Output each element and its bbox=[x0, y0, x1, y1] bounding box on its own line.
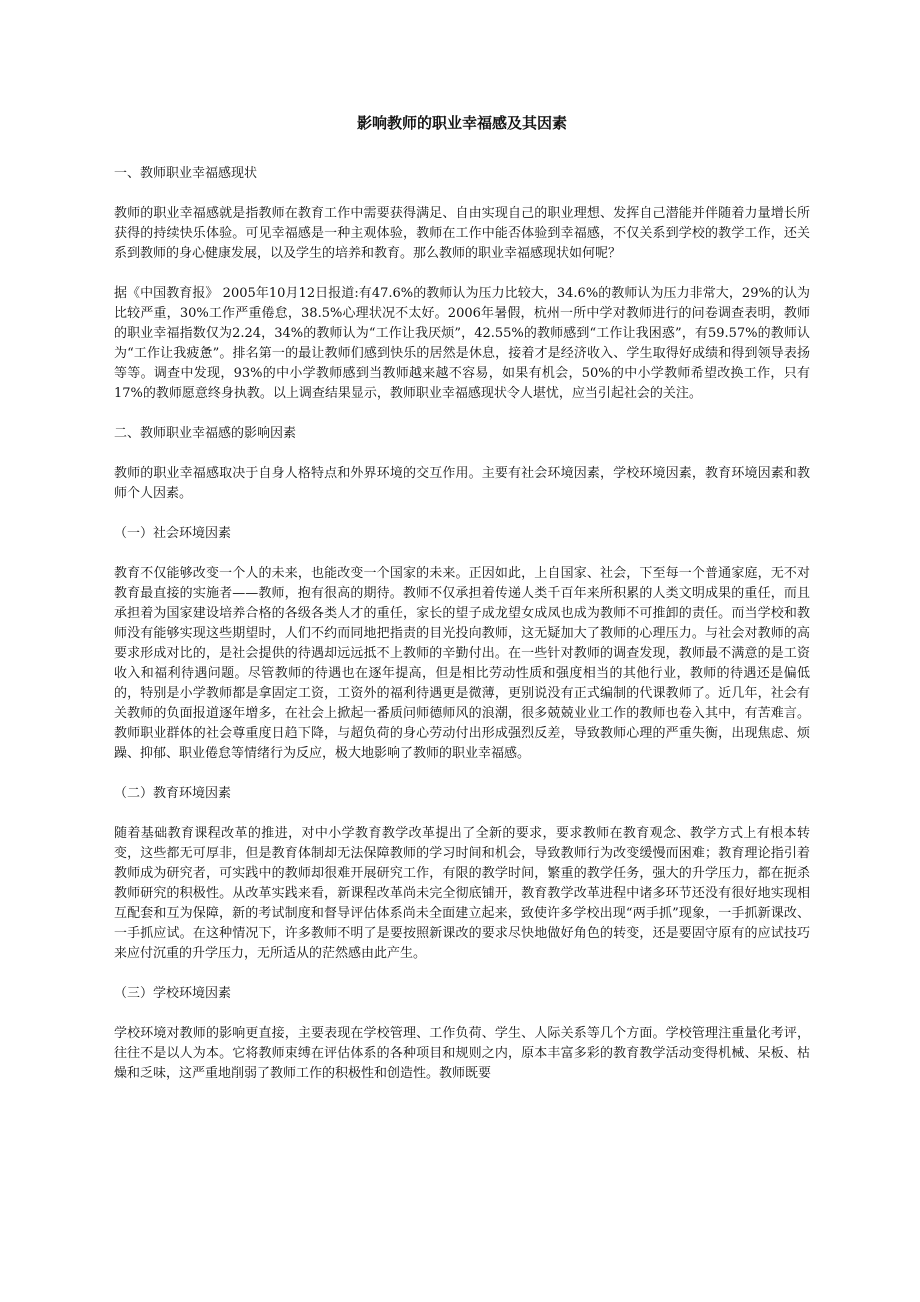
subsection-heading-education: （二）教育环境因素 bbox=[114, 786, 232, 801]
section-heading-1: 一、教师职业幸福感现状 bbox=[114, 166, 258, 181]
subsection-heading-school: （三）学校环境因素 bbox=[114, 986, 232, 1001]
paragraph-5: 随着基础教育课程改革的推进，对中小学教育教学改革提出了全新的要求，要求教师在教育观念、教学方式上有根本转变，这些都无可厚非，但是教育体制却无法保障教师的学习时间和机会，导致教师行为改变缓慢而困难；教育理论指引着教师成为研究者，可实践中的教师却很难开展研究工作，有限的教学时间，繁重的教学任务，强大的升学压力，都在扼杀教师研究的积极性。从改革实践来看，新课程改革尚未完全彻底铺开，教育教学改革进程中诸多环节还没有很好地实现相互配套和互为保障，新的考试制度和督导评估体系尚未全面建立起来，致使许多学校出现“两手抓”现象，一手抓新课改、一手抓应试。在这种情况下，许多教师不明了是要按照新课改的要求尽快地做好角色的转变，还是要固守原有的应试技巧来应付沉重的升学压力，无所适从的茫然感由此产生。 bbox=[114, 826, 810, 961]
paragraph-1: 教师的职业幸福感就是指教师在教育工作中需要获得满足、自由实现自己的职业理想、发挥自己潜能并伴随着力量增长所获得的持续快乐体验。可见幸福感是一种主观体验，教师在工作中能否体验到幸福感，不仅关系到学校的教学工作，还关系到教师的身心健康发展，以及学生的培养和教育。那么教师的职业幸福感现状如何呢？ bbox=[114, 206, 810, 261]
subsection-heading-social: （一）社会环境因素 bbox=[114, 526, 232, 541]
paragraph-2: 据《中国教育报》 2005年10月12日报道:有47.6%的教师认为压力比较大，34.6%的教师认为压力非常大，29%的认为比较严重，30%工作严重倦怠，38.5%心理状况不太好。2006年暑假，杭州一所中学对教师进行的问卷调查表明，教师的职业幸福指数仅为2.24，34%的教师认为“工作让我厌烦”，42.55%的教师感到“工作让我困惑”，有59.57%的教师认为“工作让我疲惫”。排名第一的最让教师们感到快乐的居然是休息，接着才是经济收入、学生取得好成绩和得到领导表扬等等。调查中发现，93%的中小学教师感到当教师越来越不容易，如果有机会，50%的中小学教师希望改换工作，只有17%的教师愿意终身执教。以上调查结果显示，教师职业幸福感现状令人堪忧，应当引起社会的关注。 bbox=[114, 286, 810, 401]
document-page bbox=[114, 112, 810, 1104]
paragraph-6: 学校环境对教师的影响更直接，主要表现在学校管理、工作负荷、学生、人际关系等几个方面。学校管理注重量化考评，往往不是以人为本。它将教师束缚在评估体系的各种项目和规则之内，原本丰富多彩的教育教学活动变得机械、呆板、枯燥和乏味，这严重地削弱了教师工作的积极性和创造性。教师既要 bbox=[114, 1026, 810, 1081]
paragraph-4: 教育不仅能够改变一个人的未来，也能改变一个国家的未来。正因如此，上自国家、社会，下至每一个普通家庭，无不对教育最直接的实施者——教师，抱有很高的期待。教师不仅承担着传递人类千百年来所积累的人类文明成果的重任，而且承担着为国家建设培养合格的各级各类人才的重任，家长的望子成龙望女成凤也成为教师不可推卸的责任。而当学校和教师没有能够实现这些期望时，人们不约而同地把指责的目光投向教师，这无疑加大了教师的心理压力。与社会对教师的高要求形成对比的，是社会提供的待遇却远远抵不上教师的辛勤付出。在一些针对教师的调查发现，教师最不满意的是工资收入和福利待遇问题。尽管教师的待遇也在逐年提高，但是相比劳动性质和强度相当的其他行业，教师的待遇还是偏低的，特别是小学教师都是拿固定工资，工资外的福利待遇更是微薄，更别说没有正式编制的代课教师了。近几年，社会有关教师的负面报道逐年增多，在社会上掀起一番质问师德师风的浪潮，很多兢兢业业工作的教师也卷入其中，有苦难言。教师职业群体的社会尊重度日趋下降，与超负荷的身心劳动付出形成强烈反差，导致教师心理的严重失衡，出现焦虑、烦躁、抑郁、职业倦怠等情绪行为反应，极大地影响了教师的职业幸福感。 bbox=[114, 566, 810, 761]
section-heading-2: 二、教师职业幸福感的影响因素 bbox=[114, 426, 297, 441]
document-title: 影响教师的职业幸福感及其因素 bbox=[356, 114, 567, 132]
paragraph-3: 教师的职业幸福感取决于自身人格特点和外界环境的交互作用。主要有社会环境因素，学校环境因素，教育环境因素和教师个人因素。 bbox=[114, 466, 810, 501]
